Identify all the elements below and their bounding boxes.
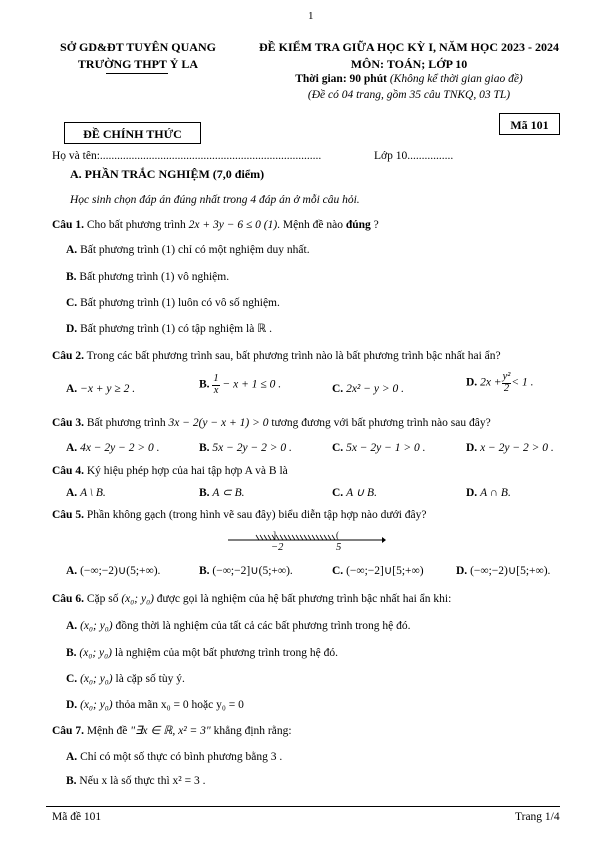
- option-letter: D.: [466, 487, 478, 499]
- option-letter: A.: [66, 244, 78, 256]
- option-letter: A.: [66, 751, 78, 763]
- fraction-denominator: x: [213, 384, 219, 396]
- option-text: A ∪ B.: [346, 487, 377, 499]
- question-emphasis: đúng: [345, 219, 371, 231]
- option-text: x − 2y − 2 > 0 .: [480, 442, 554, 454]
- question-text: khẳng định rằng:: [213, 725, 292, 737]
- option-text: 5x − 2y − 1 > 0 .: [346, 442, 426, 454]
- option-text: Nếu x là số thực thì x² = 3 .: [79, 775, 206, 787]
- q1-option-d[interactable]: [66, 323, 272, 337]
- axis-tick-right: 5: [336, 542, 342, 553]
- option-text: −x + y ≥ 2 .: [80, 383, 136, 395]
- question-text: được gọi là nghiệm của hệ bất phương trình bậc nhất hai ẩn khi:: [156, 593, 452, 605]
- q3-option-c[interactable]: [332, 442, 426, 456]
- option-text: A ∩ B.: [480, 487, 511, 499]
- option-fraction: [212, 374, 219, 396]
- q4-option-a[interactable]: [66, 487, 106, 501]
- q3-option-d[interactable]: [466, 442, 554, 456]
- q6-option-d[interactable]: [66, 699, 244, 713]
- q6-option-a[interactable]: [66, 620, 410, 634]
- q2-option-b[interactable]: [199, 374, 281, 396]
- question-math: (x₀; y₀): [121, 593, 154, 605]
- option-text: 2x +: [480, 376, 502, 389]
- option-letter: C.: [332, 442, 344, 454]
- school-name: TRƯỜNG THPT Ỷ LA: [77, 57, 199, 71]
- exam-title: ĐỀ KIỂM TRA GIỮA HỌC KỲ I, NĂM HỌC 2023 - 2024: [258, 40, 559, 54]
- fraction-numerator: y²: [502, 371, 511, 382]
- option-letter: A.: [66, 487, 78, 499]
- time-note: (Không kể thời gian giao đề): [389, 73, 523, 85]
- question-2: [52, 350, 501, 364]
- q5-option-b[interactable]: [199, 565, 293, 579]
- option-text: (−∞;−2)∪(5;+∞).: [80, 565, 161, 577]
- question-6: [52, 593, 451, 607]
- option-letter: C.: [332, 565, 344, 577]
- option-letter: B.: [199, 442, 210, 454]
- q1-option-a[interactable]: [66, 244, 310, 258]
- option-letter: D.: [456, 565, 468, 577]
- q3-option-a[interactable]: [66, 442, 160, 456]
- right-bracket: (: [336, 530, 339, 540]
- question-label: Câu 4.: [52, 465, 84, 477]
- axis-tick-left: −2: [271, 542, 284, 553]
- left-bracket: ]: [273, 530, 276, 540]
- question-3: [52, 417, 491, 431]
- q2-option-d[interactable]: [466, 372, 534, 394]
- option-letter: C.: [332, 487, 344, 499]
- question-5: [52, 509, 427, 523]
- option-text: Chỉ có một số thực có bình phương bằng 3 .: [80, 751, 283, 763]
- option-letter: A.: [66, 383, 78, 395]
- question-text: Bất phương trình: [86, 417, 166, 429]
- option-letter: C.: [66, 297, 78, 309]
- option-text: − x + 1 ≤ 0 .: [222, 378, 282, 391]
- question-label: Câu 3.: [52, 417, 84, 429]
- exam-time: [234, 73, 584, 87]
- option-text: (−∞;−2]∪(5;+∞).: [212, 565, 293, 577]
- exam-code: Mã 101: [510, 118, 549, 132]
- question-text: . Mệnh đề nào: [277, 219, 343, 231]
- option-letter: D.: [66, 323, 78, 335]
- question-text: Cho bất phương trình: [86, 219, 186, 231]
- option-text: (−∞;−2]∪[5;+∞): [346, 565, 424, 577]
- question-7: [52, 725, 292, 739]
- pages-note: (Đề có 04 trang, gồm 35 câu TNKQ, 03 TL): [307, 89, 511, 101]
- q1-option-b[interactable]: [66, 271, 229, 285]
- q5-option-a[interactable]: [66, 565, 160, 579]
- option-text: Bất phương trình (1) vô nghiệm.: [79, 271, 230, 283]
- q2-option-c[interactable]: [332, 383, 404, 397]
- q6-option-c[interactable]: [66, 673, 185, 687]
- school-underline: [106, 73, 168, 74]
- time-label: Thời gian: 90 phút: [295, 73, 387, 85]
- q1-option-c[interactable]: [66, 297, 280, 311]
- q4-option-c[interactable]: [332, 487, 377, 501]
- option-letter: A.: [66, 442, 78, 454]
- option-text: A ⊂ B.: [212, 487, 245, 499]
- option-letter: B.: [199, 487, 210, 499]
- option-letter: D.: [66, 699, 78, 711]
- option-math: (x₀; y₀): [80, 620, 113, 632]
- fraction-numerator: 1: [213, 373, 219, 384]
- department-name: SỞ GD&ĐT TUYÊN QUANG: [60, 40, 216, 54]
- official-label: ĐỀ CHÍNH THỨC: [83, 127, 182, 141]
- q7-option-b[interactable]: [66, 775, 205, 789]
- student-name-field: Họ và tên:.............................................................................: [52, 150, 322, 162]
- fraction-denominator: 2: [503, 382, 510, 394]
- option-letter: C.: [66, 673, 78, 685]
- option-text: là nghiệm của một bất phương trình trong hệ đó.: [114, 647, 338, 659]
- option-text: Bất phương trình (1) chỉ có một nghiệm duy nhất.: [80, 244, 310, 256]
- section-a-instruction: Học sinh chọn đáp án đúng nhất trong 4 đáp án ở mỗi câu hỏi.: [70, 194, 360, 206]
- option-letter: D.: [466, 376, 478, 389]
- question-text: Cặp số: [86, 593, 119, 605]
- number-line-figure: [226, 530, 386, 558]
- option-letter: B.: [66, 775, 77, 787]
- option-text: Bất phương trình (1) có tập nghiệm là ℝ .: [80, 323, 273, 335]
- option-math: (x₀; y₀): [80, 673, 113, 685]
- option-text: < 1 .: [511, 376, 534, 389]
- question-math: 3x − 2(y − x + 1) > 0: [168, 417, 269, 429]
- option-letter: B.: [66, 271, 77, 283]
- question-text: ?: [373, 219, 379, 231]
- option-text: đồng thời là nghiệm của tất cả các bất phương trình trong hệ đó.: [115, 620, 411, 632]
- option-text: 5x − 2y − 2 > 0 .: [212, 442, 292, 454]
- question-math: 2x + 3y − 6 ≤ 0 (1): [188, 219, 278, 231]
- q6-option-b[interactable]: [66, 647, 338, 661]
- q4-option-d[interactable]: [466, 487, 511, 501]
- question-label: Câu 5.: [52, 509, 84, 521]
- question-1: [52, 219, 379, 233]
- option-fraction: [502, 372, 512, 394]
- option-letter: D.: [466, 442, 478, 454]
- option-text: Bất phương trình (1) luôn có vô số nghiệm.: [80, 297, 280, 309]
- exam-subject: MÔN: TOÁN; LỚP 10: [350, 57, 468, 71]
- option-text: 2x² − y > 0 .: [346, 383, 404, 395]
- page-number: 1: [308, 10, 314, 22]
- q5-option-c[interactable]: [332, 565, 424, 579]
- footer-rule: [46, 806, 560, 807]
- hatch-marks: [256, 535, 335, 540]
- question-label: Câu 7.: [52, 725, 84, 737]
- question-text: Ký hiệu phép hợp của hai tập hợp A và B là: [86, 465, 288, 477]
- option-letter: B.: [199, 378, 210, 391]
- option-letter: B.: [199, 565, 210, 577]
- section-a-title: A. PHẦN TRẮC NGHIỆM (7,0 điểm): [70, 167, 265, 181]
- q3-option-b[interactable]: [199, 442, 292, 456]
- footer-page: Trang 1/4: [515, 811, 560, 823]
- question-text: Trong các bất phương trình sau, bất phương trình nào là bất phương trình bậc nhất hai ẩn?: [86, 350, 501, 362]
- question-math: "∃x ∈ ℝ, x² = 3": [130, 725, 211, 737]
- q5-option-d[interactable]: [456, 565, 550, 579]
- option-text: là cặp số tùy ý.: [115, 673, 185, 685]
- option-math: (x₀; y₀): [80, 699, 113, 711]
- q2-option-a[interactable]: [66, 383, 135, 397]
- arrow-head-icon: [382, 537, 386, 543]
- q7-option-a[interactable]: [66, 751, 282, 765]
- option-text: A \ B.: [80, 487, 106, 499]
- option-letter: B.: [66, 647, 77, 659]
- question-label: Câu 2.: [52, 350, 84, 362]
- option-letter: A.: [66, 565, 78, 577]
- option-text: 4x − 2y − 2 > 0 .: [80, 442, 160, 454]
- question-label: Câu 6.: [52, 593, 84, 605]
- question-text: tương đương với bất phương trình nào sau đây?: [271, 417, 491, 429]
- option-letter: C.: [332, 383, 344, 395]
- footer-exam-code: Mã đề 101: [52, 811, 102, 823]
- option-text: (−∞;−2)∪[5;+∞).: [470, 565, 551, 577]
- question-text: Phần không gạch (trong hình vẽ sau đây) biểu diễn tập hợp nào dưới đây?: [86, 509, 427, 521]
- student-class-field: Lớp 10................: [374, 150, 454, 162]
- question-label: Câu 1.: [52, 219, 84, 231]
- option-letter: A.: [66, 620, 78, 632]
- question-text: Mệnh đề: [86, 725, 128, 737]
- q4-option-b[interactable]: [199, 487, 245, 501]
- option-text: thỏa mãn x₀ = 0 hoặc y₀ = 0: [115, 699, 244, 711]
- question-4: [52, 465, 288, 479]
- option-math: (x₀; y₀): [79, 647, 112, 659]
